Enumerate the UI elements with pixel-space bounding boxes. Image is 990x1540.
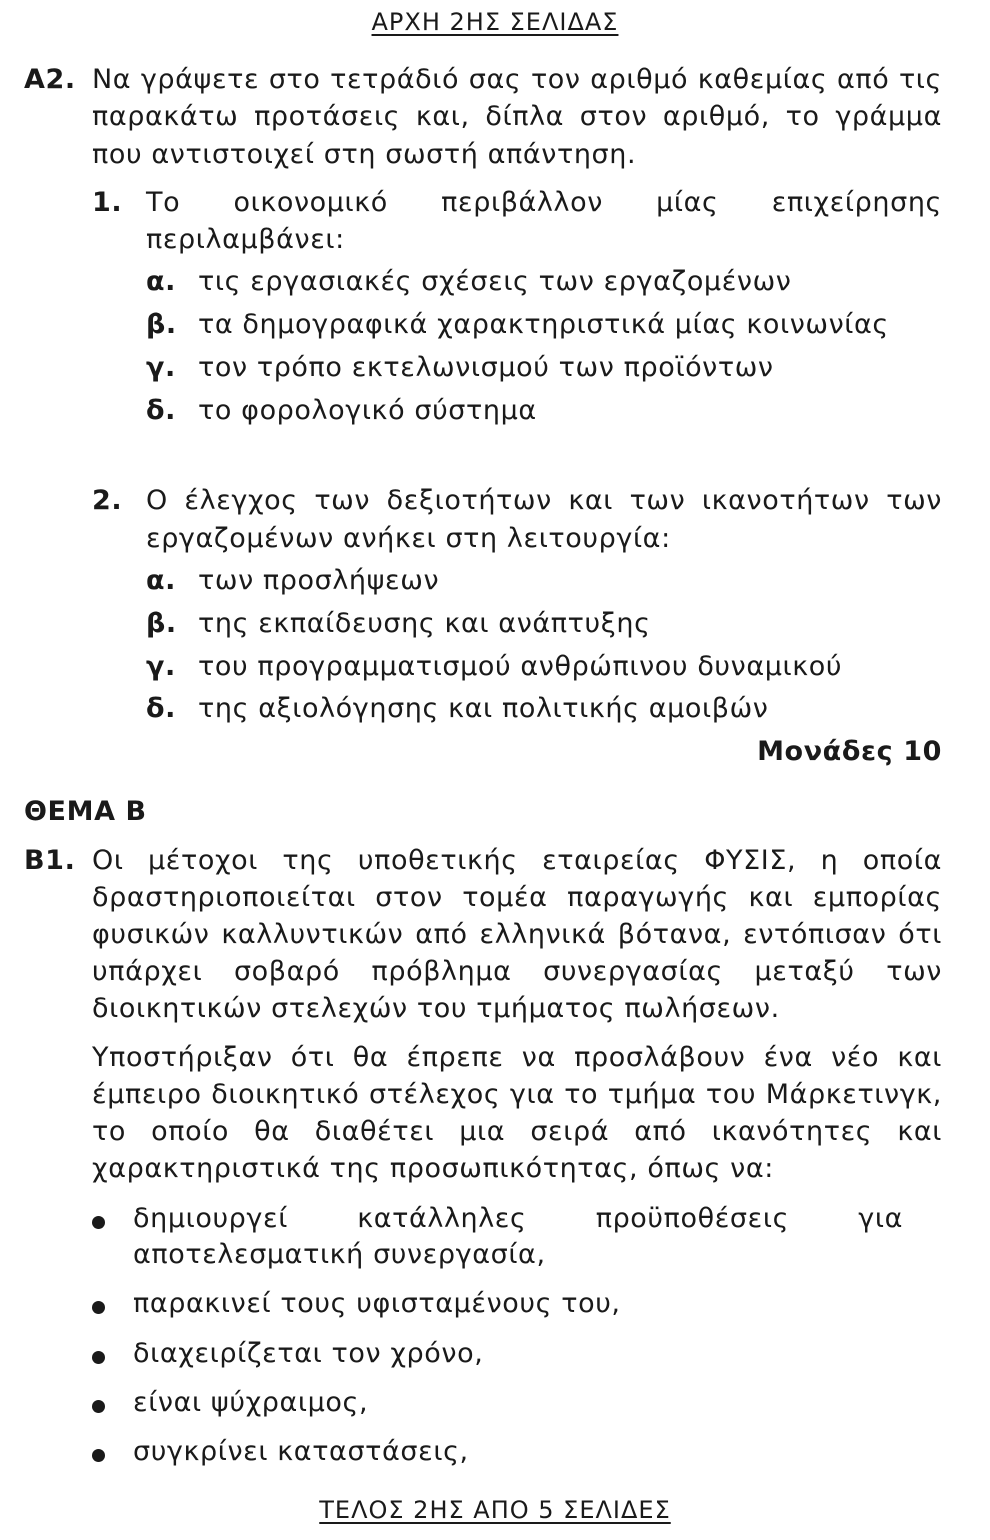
q1-option-c-letter: γ. <box>146 352 176 383</box>
q1-number: 1. <box>92 187 123 218</box>
b1-p1-line-1: Οι μέτοχοι της υποθετικής εταιρείας ΦΥΣΙΣ, η οποία <box>92 845 942 876</box>
q1-option-b-letter: β. <box>146 309 177 340</box>
b1-p1-line-4: υπάρχει σοβαρό πρόβλημα συνεργασίας μεταξύ των <box>92 956 942 987</box>
bullet-1-line-1: δημιουργεί κατάλληλες προϋποθέσεις για <box>133 1203 903 1234</box>
a2-line-3: που αντιστοιχεί στη σωστή απάντηση. <box>92 139 637 170</box>
q2-option-a-letter: α. <box>146 565 177 596</box>
question-a2-label: Α2. <box>24 64 76 95</box>
q2-line-1: Ο έλεγχος των δεξιοτήτων και των ικανοτήτων των <box>146 485 942 516</box>
bullet-icon <box>92 1351 105 1364</box>
bullet-5-text: συγκρίνει καταστάσεις, <box>133 1436 469 1467</box>
q2-option-c-letter: γ. <box>146 651 176 682</box>
bullet-icon <box>92 1400 105 1413</box>
bullet-2-text: παρακινεί τους υφισταμένους του, <box>133 1288 621 1319</box>
section-b-heading: ΘΕΜΑ Β <box>24 796 147 827</box>
q1-option-d-text: το φορολογικό σύστημα <box>198 395 537 426</box>
q2-option-b-letter: β. <box>146 608 177 639</box>
q2-option-d-letter: δ. <box>146 693 177 724</box>
q1-option-c-text: τον τρόπο εκτελωνισμού των προϊόντων <box>198 352 774 383</box>
q1-option-d-letter: δ. <box>146 395 177 426</box>
bullet-icon <box>92 1449 105 1462</box>
page-header: ΑΡΧΗ 2ΗΣ ΣΕΛΙΔΑΣ <box>371 8 619 36</box>
bullet-1-line-2: αποτελεσματική συνεργασία, <box>133 1239 546 1270</box>
b1-p1-line-5: διοικητικών στελεχών του τμήματος πωλήσεων. <box>92 993 780 1024</box>
bullet-3-text: διαχειρίζεται τον χρόνο, <box>133 1338 484 1369</box>
q2-line-2: εργαζομένων ανήκει στη λειτουργία: <box>146 523 671 554</box>
q2-option-c-text: του προγραμματισμού ανθρώπινου δυναμικού <box>198 651 843 682</box>
q2-option-a-text: των προσλήψεων <box>198 565 440 596</box>
q2-option-d-text: της αξιολόγησης και πολιτικής αμοιβών <box>198 693 769 724</box>
bullet-icon <box>92 1216 105 1229</box>
q2-number: 2. <box>92 485 123 516</box>
question-b1-label: Β1. <box>24 845 76 876</box>
b1-p2-line-4: χαρακτηριστικά της προσωπικότητας, όπως να: <box>92 1153 774 1184</box>
b1-p2-line-1: Υποστήριξαν ότι θα έπρεπε να προσλάβουν ένα νέο και <box>92 1042 942 1073</box>
b1-p1-line-3: φυσικών καλλυντικών από ελληνικά βότανα, εντόπισαν ότι <box>92 919 942 950</box>
a2-line-1: Να γράψετε στο τετράδιό σας τον αριθμό καθεμίας από τις <box>92 64 942 95</box>
page-footer: ΤΕΛΟΣ 2ΗΣ ΑΠΟ 5 ΣΕΛΙΔΕΣ <box>319 1496 671 1524</box>
b1-p2-line-3: το οποίο θα διαθέτει μια σειρά από ικανότητες και <box>92 1116 942 1147</box>
bullet-4-text: είναι ψύχραιμος, <box>133 1387 369 1418</box>
marks-label: Μονάδες 10 <box>757 736 942 767</box>
q1-option-b-text: τα δημογραφικά χαρακτηριστικά μίας κοινωνίας <box>198 309 889 340</box>
q1-line-2: περιλαμβάνει: <box>146 224 345 255</box>
q2-option-b-text: της εκπαίδευσης και ανάπτυξης <box>198 608 651 639</box>
bullet-icon <box>92 1301 105 1314</box>
b1-p1-line-2: δραστηριοποιείται στον τομέα παραγωγής και εμπορίας <box>92 882 942 913</box>
q1-option-a-text: τις εργασιακές σχέσεις των εργαζομένων <box>198 266 792 297</box>
q1-option-a-letter: α. <box>146 266 177 297</box>
b1-p2-line-2: έμπειρο διοικητικό στέλεχος για το τμήμα του Μάρκετινγκ, <box>92 1079 942 1110</box>
q1-line-1: Το οικονομικό περιβάλλον μίας επιχείρησης <box>146 187 942 218</box>
a2-line-2: παρακάτω προτάσεις και, δίπλα στον αριθμό, το γράμμα <box>92 101 942 132</box>
